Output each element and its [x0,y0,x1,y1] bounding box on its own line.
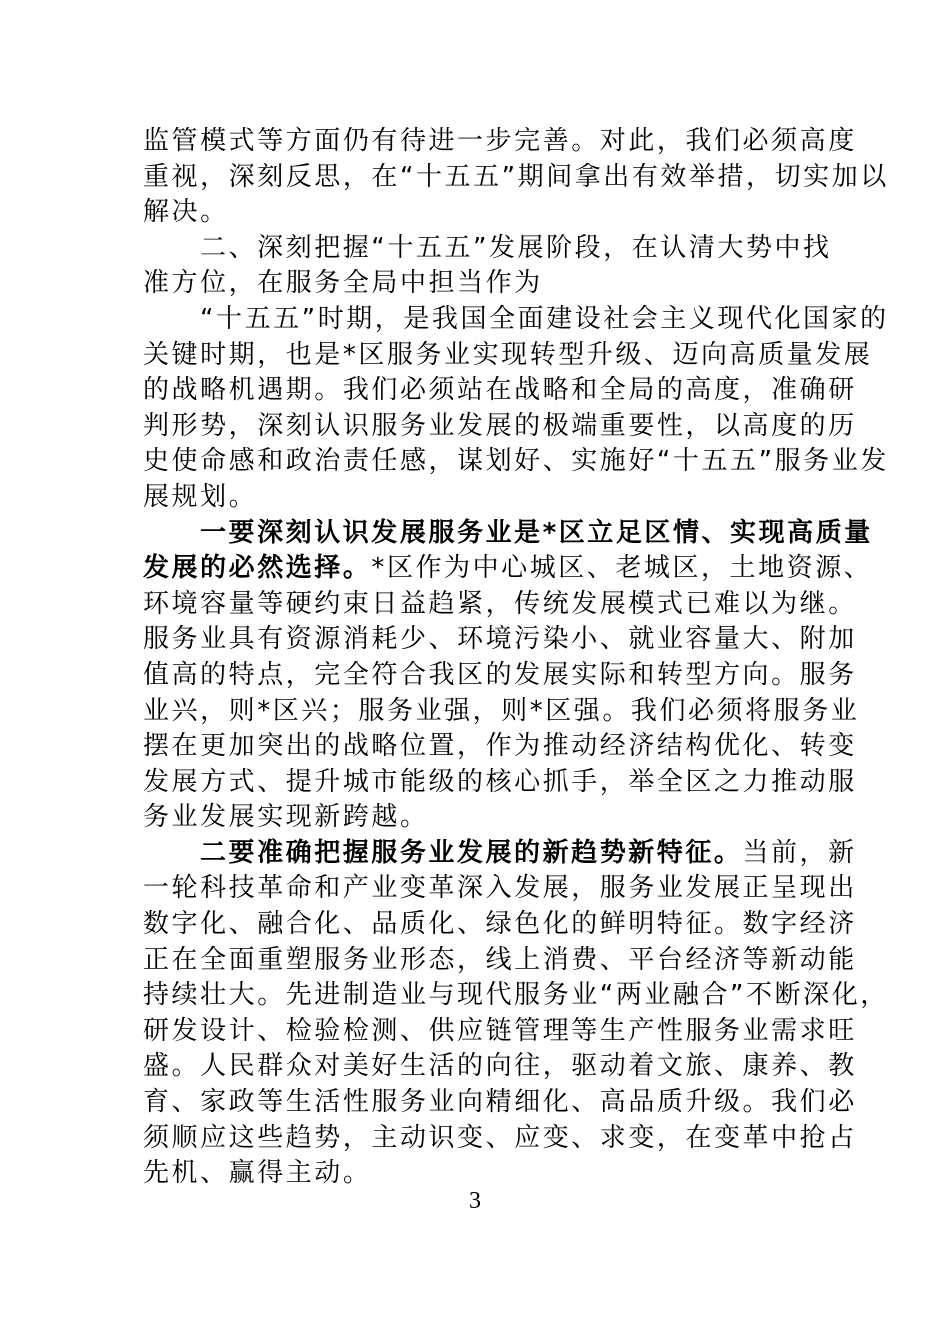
bold-text-segment: 发展的必然选择。 [143,553,372,584]
text-segment: 值高的特点，完全符合我区的发展实际和转型方向。服务 [143,659,857,690]
text-line [143,1121,857,1157]
text-line [143,836,857,872]
text-segment: *区作为中心城区、老城区，土地资源、 [371,553,873,584]
text-line [143,622,857,658]
text-segment: 发展方式、提升城市能级的核心抓手，举全区之力推动服 [143,766,857,797]
text-line [143,694,860,730]
text-segment: 育、家政等生活性服务业向精细化、高品质升级。我们必 [143,1087,857,1118]
text-segment: 数字化、融合化、品质化、绿色化的鲜明特征。数字经济 [143,909,857,940]
text-line [143,587,857,623]
text-segment: 重视，深刻反思，在“十五五”期间拿出有效举措，切实加以 [143,161,889,192]
text-segment: 一轮科技革命和产业变革深入发展，服务业发展正呈现出 [143,873,857,904]
text-segment: 环境容量等硬约束日益趋紧，传统发展模式已难以为继。 [143,588,857,619]
text-line [143,160,889,196]
text-line [143,729,857,765]
text-line [143,907,857,943]
text-line [143,1014,857,1050]
text-segment: 务业发展实现新跨越。 [143,802,429,833]
text-segment: 正在全面重塑服务业形态，线上消费、平台经济等新动能 [143,944,857,975]
text-segment: 准方位，在服务全局中担当作为 [143,268,543,299]
body-text [143,124,889,1192]
text-line [143,943,857,979]
text-segment: 摆在更加突出的战略位置，作为推动经济结构优化、转变 [143,731,857,762]
text-segment: 的战略机遇期。我们必须站在战略和全局的高度，准确研 [143,375,857,406]
text-line [143,871,857,907]
text-line [143,765,857,801]
text-segment: 研发设计、检验检测、供应链管理等生产性服务业需求旺 [143,1015,857,1046]
text-segment: 业兴，则*区兴；服务业强，则*区强。我们必须将服务业 [143,695,860,726]
text-segment: 史使命感和政治责任感，谋划好、实施好“十五五”服务业发 [143,446,889,477]
text-line [143,373,857,409]
text-segment: 判形势，深刻认识服务业发展的极端重要性，以高度的历 [143,410,857,441]
text-line [143,231,832,267]
text-segment: 须顺应这些趋势，主动识变、应变、求变，在变革中抢占 [143,1122,857,1153]
text-line [143,1085,857,1121]
text-line [143,1049,857,1085]
text-segment: 盛。人民群众对美好生活的向往，驱动着文旅、康养、教 [143,1051,857,1082]
text-line [143,338,873,374]
text-segment: 持续壮大。先进制造业与现代服务业“两业融合”不断深化， [143,980,889,1011]
text-line [143,658,857,694]
text-line [143,480,807,516]
text-line [143,1156,807,1192]
text-segment: “十五五”时期，是我国全面建设社会主义现代化国家的 [200,303,889,334]
bold-text-segment: 二要准确把握服务业发展的新趋势新特征。 [200,837,743,868]
text-segment: 监管模式等方面仍有待进一步完善。对此，我们必须高度 [143,126,857,156]
text-line [143,444,889,480]
text-segment: 二、深刻把握“十五五”发展阶段，在认清大势中找 [200,232,832,263]
text-line [143,302,889,338]
text-segment: 先机、赢得主动。 [143,1158,372,1189]
text-segment: 展规划。 [143,481,258,512]
text-segment: 关键时期，也是*区服务业实现转型升级、迈向高质量发展 [143,339,873,370]
text-line [143,195,807,231]
text-segment: 当前，新 [742,837,857,868]
text-segment: 解决。 [143,197,229,228]
text-line [143,266,807,302]
text-line [143,800,807,836]
bold-text-segment: 一要深刻认识发展服务业是*区立足区情、实现高质量 [200,517,873,548]
text-line [143,551,873,587]
page-number: 3 [469,1188,481,1214]
text-line [143,124,857,160]
text-line [143,409,857,445]
text-segment: 服务业具有资源消耗少、环境污染小、就业容量大、附加 [143,624,857,655]
text-line [143,978,889,1014]
text-line [143,516,873,552]
